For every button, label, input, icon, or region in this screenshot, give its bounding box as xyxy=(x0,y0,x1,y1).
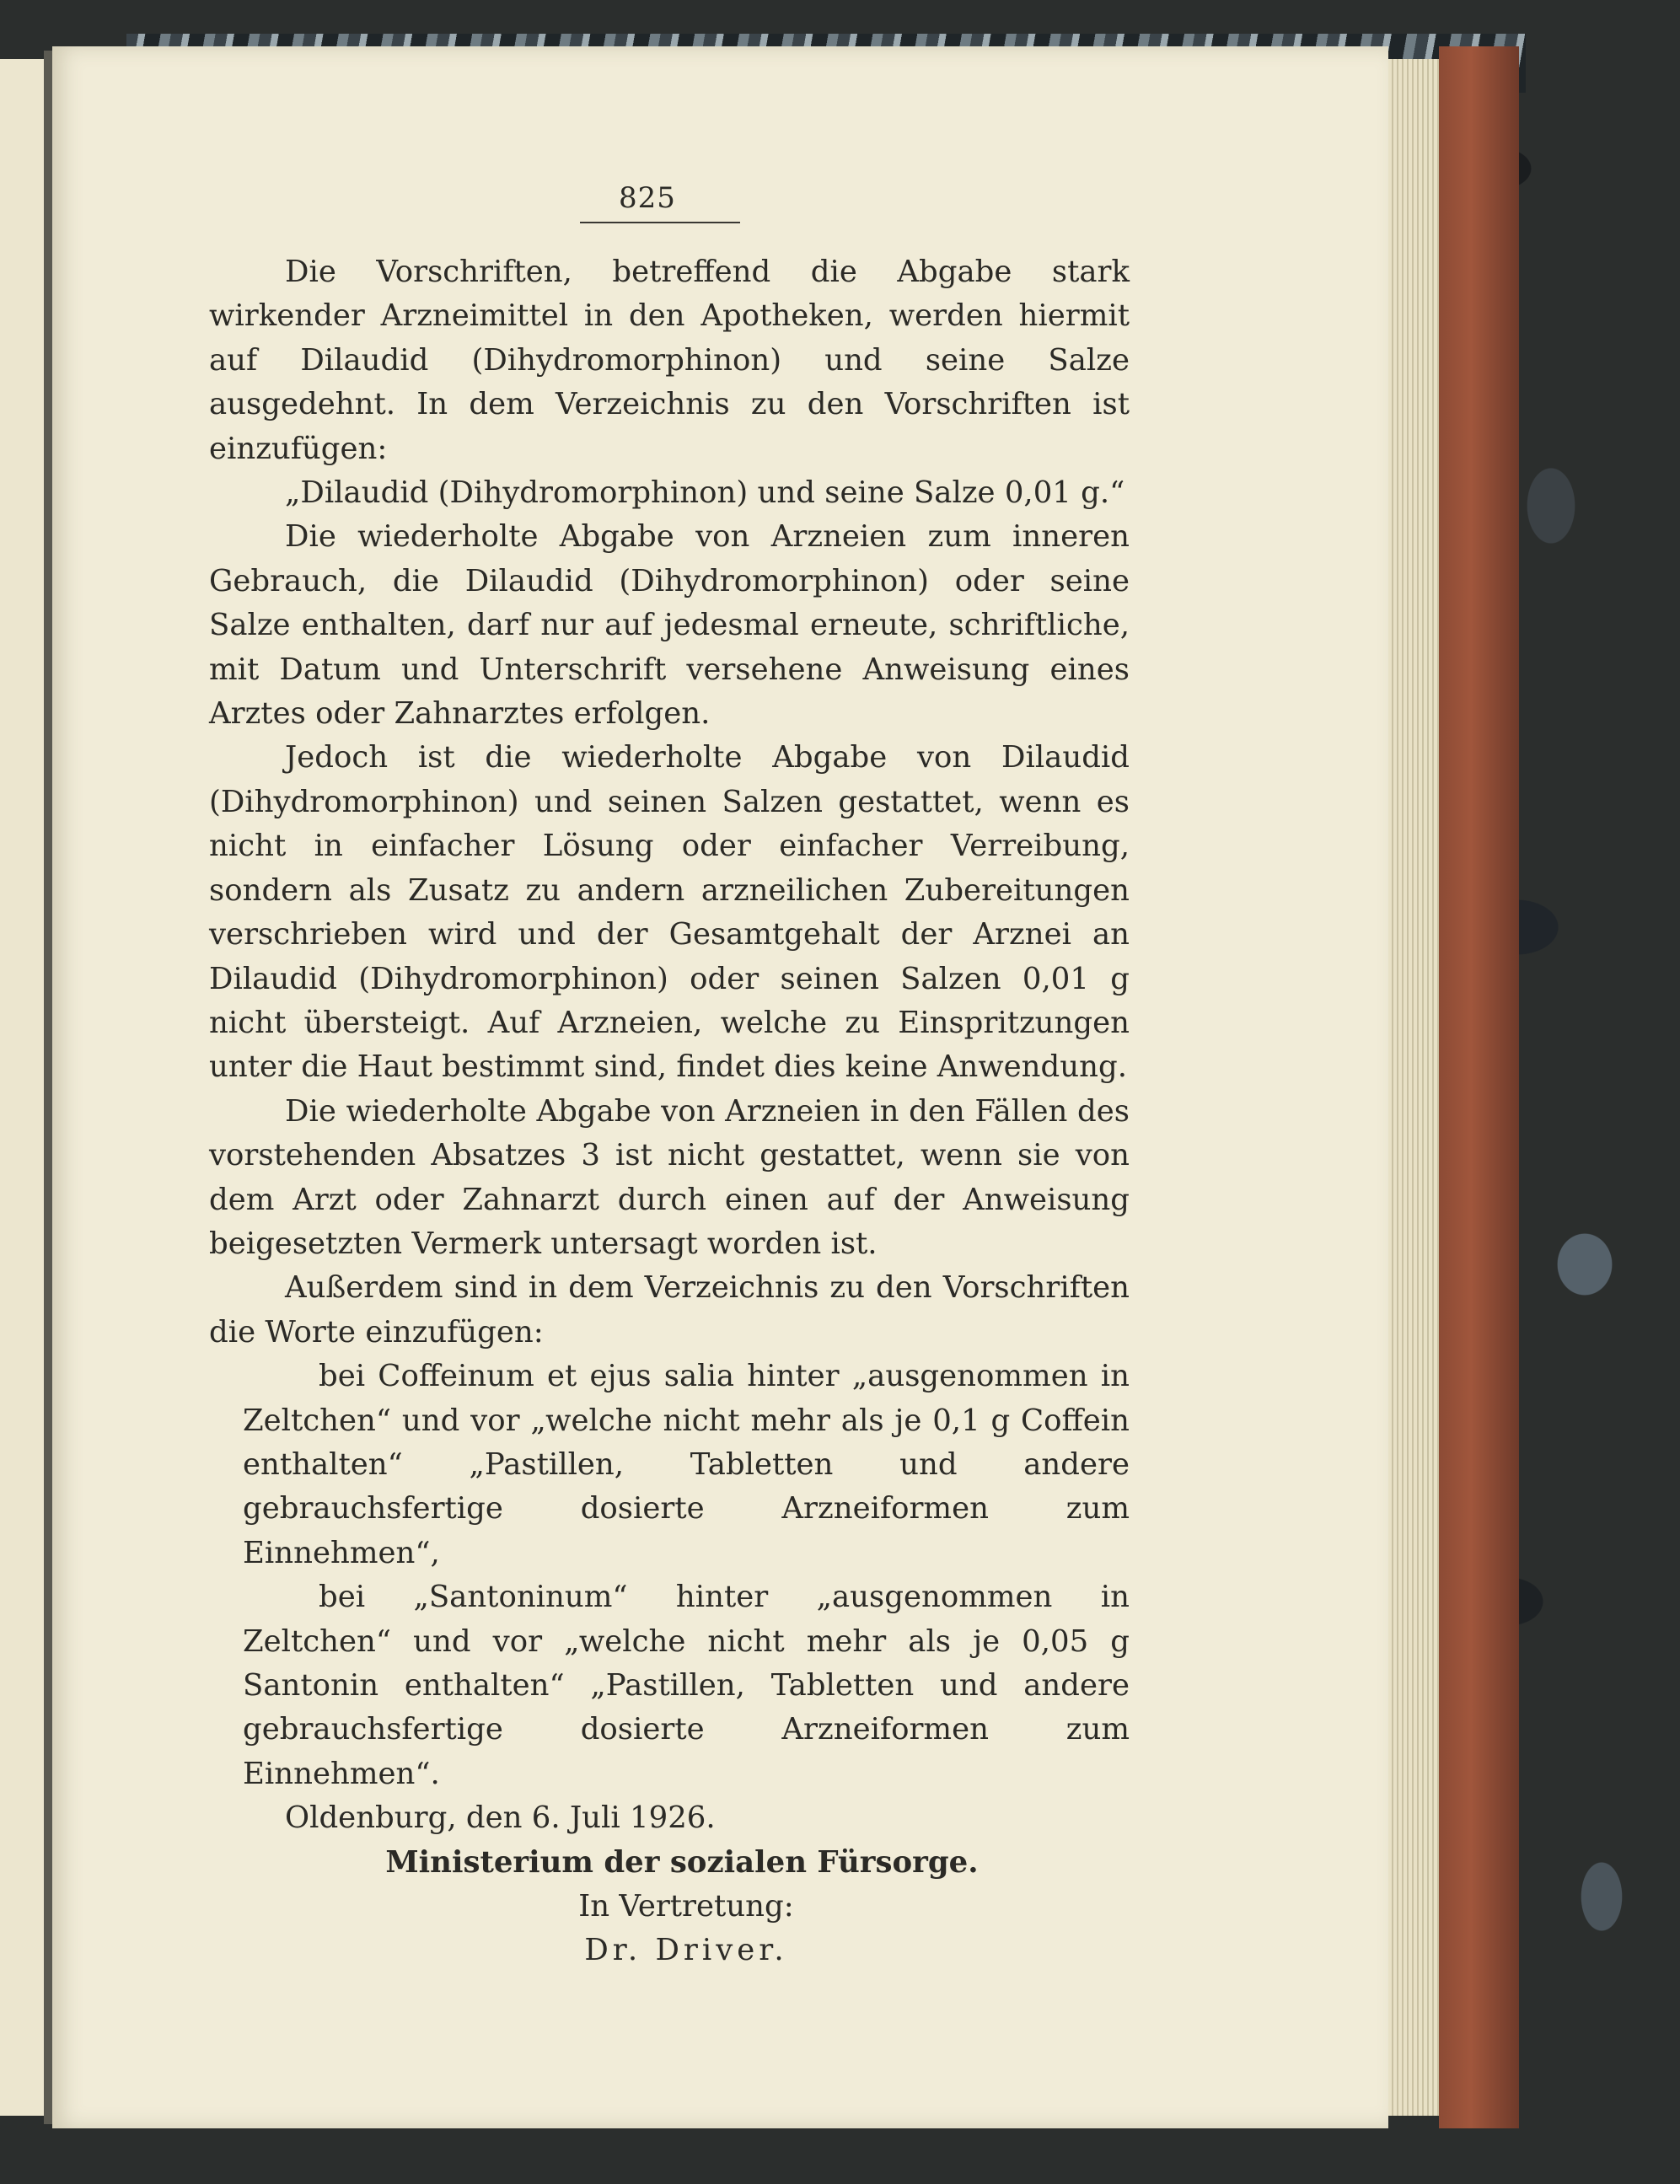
book-binding xyxy=(1439,46,1519,2128)
page-edges xyxy=(1388,59,1439,2116)
representation-line: In Vertretung: xyxy=(578,1889,794,1924)
ministry-name: Ministerium der sozialen Fürsorge. xyxy=(385,1844,979,1880)
signatory-name: Dr. Driver. xyxy=(584,1933,788,1968)
page-text-block xyxy=(209,181,1130,1973)
place-date: Oldenburg, den 6. Juli 1926. xyxy=(285,1800,716,1836)
paragraph-exception: Jedoch ist die wiederholte Abgabe von Dilaudid (Dihydromorphinon) und seinen Salzen gestattet, wenn es nicht in einfacher Lösung oder einfacher Verreibung, sondern als Zusatz zu andern arzneilichen Zubereitungen verschrieben wird und der Gesamtgehalt der Arznei an Dilaudid (Dihydromorphinon) oder seinen Salzen 0,01 g nicht übersteigt. Auf Arzneien, welche zu Einspritzungen unter die Haut bestimmt sind, findet dies keine Anwendung. xyxy=(209,740,1130,1085)
page-body xyxy=(209,250,1130,1796)
book-gutter xyxy=(44,51,52,2124)
paragraph-santoninum: bei „Santoninum“ hinter „ausgenommen in Zeltchen“ und vor „welche nicht mehr als je 0,05 g Santonin enthalten“ „Pastillen, Tabletten und andere gebrauchsfertige dosierte Arzneiformen zum Einnehmen“. xyxy=(243,1580,1130,1791)
signature-block xyxy=(209,1796,1130,1973)
paragraph-repeat-dispensing: Die wiederholte Abgabe von Arzneien zum inneren Gebrauch, die Dilaudid (Dihydromorphinon) oder seine Salze enthalten, darf nur auf jedesmal erneute, schriftliche, mit Datum und Unterschrift versehene Anweisung eines Arztes oder Zahnarztes erfolgen. xyxy=(209,519,1130,732)
paragraph-dilaudid-entry: „Dilaudid (Dihydromorphinon) und seine Salze 0,01 g.“ xyxy=(285,475,1125,511)
page-number: 825 xyxy=(619,181,676,215)
paragraph-additions: Außerdem sind in dem Verzeichnis zu den Vorschriften die Worte einzufügen: xyxy=(209,1270,1130,1350)
paragraph-prohibition: Die wiederholte Abgabe von Arzneien in den Fällen des vorstehenden Absatzes 3 ist nicht gestattet, wenn sie von dem Arzt oder Zahnarzt durch einen auf der Anweisung beigesetzten Vermerk untersagt worden ist. xyxy=(209,1093,1130,1261)
paragraph-dilaudid-scope: Die Vorschriften, betreffend die Abgabe stark wirkender Arzneimittel in den Apotheken, werden hiermit auf Dilaudid (Dihydromorphinon) und seine Salze ausgedehnt. In dem Verzeichnis zu den Vorschriften ist einzufügen: xyxy=(209,255,1130,466)
page-number-rule xyxy=(580,222,740,223)
previous-page-edge xyxy=(0,59,46,2116)
paragraph-coffeinum: bei Coffeinum et ejus salia hinter „ausgenommen in Zeltchen“ und vor „welche nicht mehr als je 0,1 g Coffein enthalten“ „Pastillen, Tabletten und andere gebrauchsfertige dosierte Arzneiformen zum Einnehmen“, xyxy=(243,1359,1130,1570)
